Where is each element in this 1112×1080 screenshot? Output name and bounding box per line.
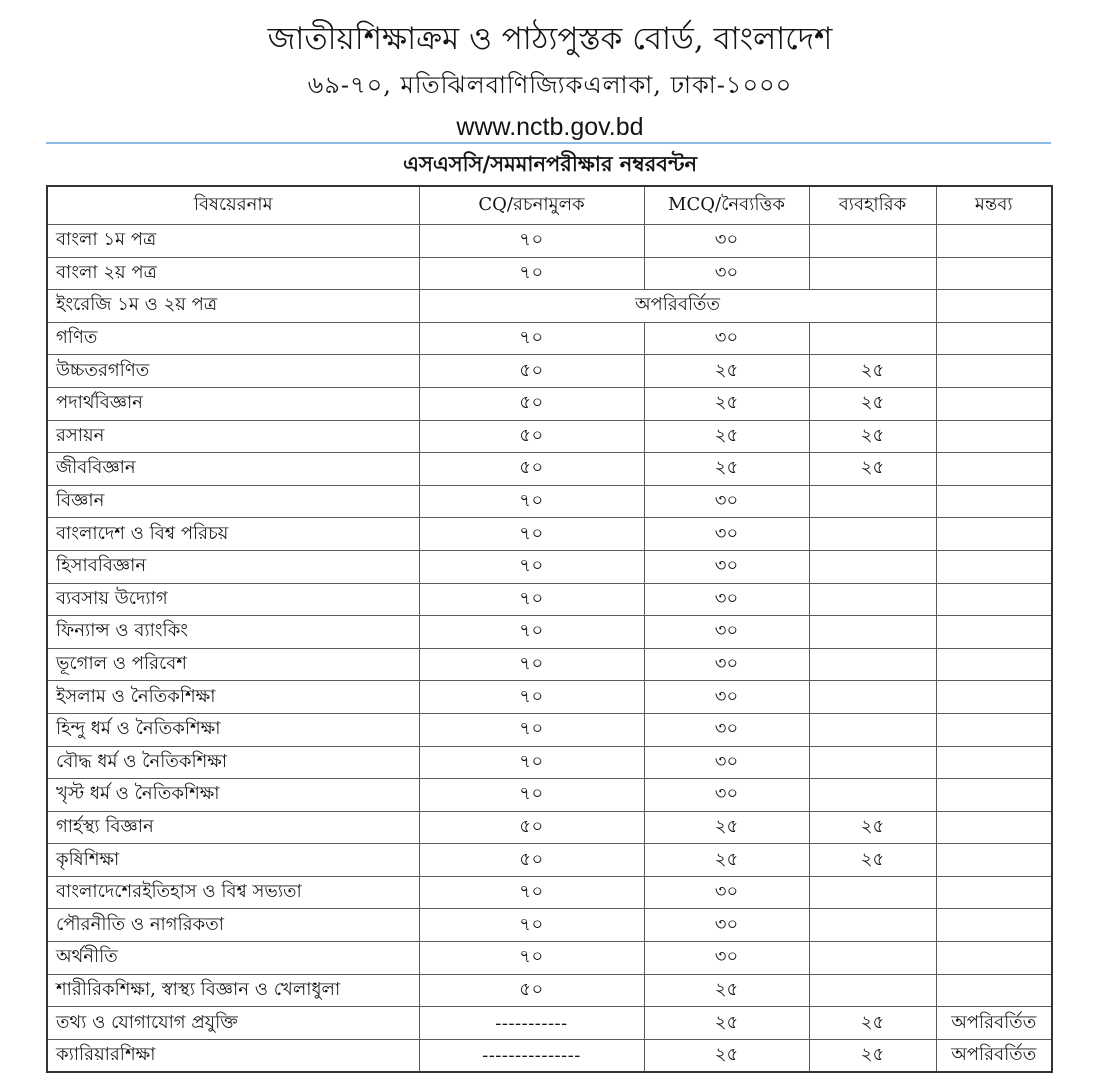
subject-cell: বাংলা ১ম পত্র bbox=[47, 225, 419, 258]
remarks-cell bbox=[936, 225, 1052, 258]
table-row bbox=[47, 485, 1052, 518]
table-row bbox=[47, 713, 1052, 746]
remarks-cell bbox=[936, 942, 1052, 975]
document-title: এসএসসি/সমমানপরীক্ষার নম্বরবন্টন bbox=[402, 151, 698, 176]
mcq-cell: ২৫ bbox=[644, 974, 809, 1007]
cq-cell: ৭০ bbox=[419, 257, 644, 290]
table-row bbox=[47, 811, 1052, 844]
remarks-cell bbox=[936, 583, 1052, 616]
table-row bbox=[47, 453, 1052, 486]
header-divider bbox=[46, 142, 1051, 144]
table-row bbox=[47, 583, 1052, 616]
subject-cell: খৃস্ট ধর্ম ও নৈতিকশিক্ষা bbox=[47, 779, 419, 812]
table-row bbox=[47, 518, 1052, 551]
remarks-cell bbox=[936, 322, 1052, 355]
practical-cell bbox=[809, 942, 936, 975]
subject-cell: উচ্চতরগণিত bbox=[47, 355, 419, 388]
table-row bbox=[47, 387, 1052, 420]
mcq-cell: ৩০ bbox=[644, 648, 809, 681]
subject-cell: বাংলাদেশেরইতিহাস ও বিশ্ব সভ্যতা bbox=[47, 876, 419, 909]
organization-name: জাতীয়শিক্ষাক্রম ও পাঠ্যপুস্তক বোর্ড, বাংলাদেশ bbox=[267, 21, 833, 57]
practical-cell bbox=[809, 779, 936, 812]
mcq-cell: ৩০ bbox=[644, 746, 809, 779]
table-row bbox=[47, 876, 1052, 909]
mcq-cell: ২৫ bbox=[644, 453, 809, 486]
subject-cell: কৃষিশিক্ষা bbox=[47, 844, 419, 877]
cq-cell: ৭০ bbox=[419, 909, 644, 942]
practical-cell bbox=[809, 583, 936, 616]
cq-cell: ৭০ bbox=[419, 942, 644, 975]
subject-cell: ফিন্যান্স ও ব্যাংকিং bbox=[47, 616, 419, 649]
column-header-mcq: MCQ/নৈব্যত্তিক bbox=[644, 186, 809, 225]
remarks-cell bbox=[936, 420, 1052, 453]
remarks-cell bbox=[936, 876, 1052, 909]
remarks-cell bbox=[936, 355, 1052, 388]
table-row bbox=[47, 550, 1052, 583]
cq-cell: ৭০ bbox=[419, 485, 644, 518]
cq-cell: ৭০ bbox=[419, 583, 644, 616]
practical-cell bbox=[809, 909, 936, 942]
cq-cell: ৫০ bbox=[419, 811, 644, 844]
cq-cell: ৫০ bbox=[419, 974, 644, 1007]
subject-cell: ব্যবসায় উদ্যোগ bbox=[47, 583, 419, 616]
table-row bbox=[47, 779, 1052, 812]
remarks-cell bbox=[936, 518, 1052, 551]
mcq-cell: ২৫ bbox=[644, 1039, 809, 1072]
cq-cell: ৭০ bbox=[419, 616, 644, 649]
practical-cell bbox=[809, 485, 936, 518]
cq-cell: ৭০ bbox=[419, 322, 644, 355]
marks-table-body bbox=[47, 225, 1052, 1073]
cq-cell: ৭০ bbox=[419, 681, 644, 714]
table-row bbox=[47, 681, 1052, 714]
merged-cell: অপরিবর্তিত bbox=[419, 290, 936, 323]
mcq-cell: ২৫ bbox=[644, 355, 809, 388]
practical-cell: ২৫ bbox=[809, 453, 936, 486]
mcq-cell: ২৫ bbox=[644, 420, 809, 453]
cq-cell: ৭০ bbox=[419, 518, 644, 551]
remarks-cell bbox=[936, 616, 1052, 649]
subject-cell: ক্যারিয়ারশিক্ষা bbox=[47, 1039, 419, 1072]
cq-cell: ৭০ bbox=[419, 779, 644, 812]
practical-cell bbox=[809, 681, 936, 714]
mcq-cell: ২৫ bbox=[644, 811, 809, 844]
mcq-cell: ৩০ bbox=[644, 583, 809, 616]
mcq-cell: ৩০ bbox=[644, 257, 809, 290]
cq-cell: ৭০ bbox=[419, 746, 644, 779]
practical-cell: ২৫ bbox=[809, 1007, 936, 1040]
remarks-cell bbox=[936, 453, 1052, 486]
mcq-cell: ৩০ bbox=[644, 942, 809, 975]
table-row bbox=[47, 648, 1052, 681]
subject-cell: গণিত bbox=[47, 322, 419, 355]
table-row bbox=[47, 355, 1052, 388]
subject-cell: ইংরেজি ১ম ও ২য় পত্র bbox=[47, 290, 419, 323]
subject-cell: পদার্থবিজ্ঞান bbox=[47, 387, 419, 420]
table-row bbox=[47, 322, 1052, 355]
website-url: www.nctb.gov.bd bbox=[456, 113, 644, 141]
practical-cell: ২৫ bbox=[809, 1039, 936, 1072]
remarks-cell bbox=[936, 779, 1052, 812]
cq-cell: ৫০ bbox=[419, 387, 644, 420]
remarks-cell: অপরিবর্তিত bbox=[936, 1039, 1052, 1072]
cq-cell: ৫০ bbox=[419, 453, 644, 486]
cq-cell: ৭০ bbox=[419, 648, 644, 681]
practical-cell bbox=[809, 257, 936, 290]
practical-cell bbox=[809, 876, 936, 909]
table-row bbox=[47, 1039, 1052, 1072]
remarks-cell: অপরিবর্তিত bbox=[936, 1007, 1052, 1040]
remarks-cell bbox=[936, 746, 1052, 779]
table-row bbox=[47, 1007, 1052, 1040]
column-header-remarks: মন্তব্য bbox=[936, 186, 1052, 225]
cq-cell: ৭০ bbox=[419, 876, 644, 909]
remarks-cell bbox=[936, 811, 1052, 844]
practical-cell bbox=[809, 518, 936, 551]
cq-cell: ৭০ bbox=[419, 225, 644, 258]
subject-cell: রসায়ন bbox=[47, 420, 419, 453]
mcq-cell: ৩০ bbox=[644, 779, 809, 812]
subject-cell: বাংলা ২য় পত্র bbox=[47, 257, 419, 290]
mcq-cell: ৩০ bbox=[644, 681, 809, 714]
practical-cell bbox=[809, 225, 936, 258]
subject-cell: জীববিজ্ঞান bbox=[47, 453, 419, 486]
remarks-cell bbox=[936, 485, 1052, 518]
mcq-cell: ২৫ bbox=[644, 387, 809, 420]
practical-cell: ২৫ bbox=[809, 355, 936, 388]
cq-cell: ৫০ bbox=[419, 844, 644, 877]
remarks-cell bbox=[936, 713, 1052, 746]
column-header-cq: CQ/রচনামুলক bbox=[419, 186, 644, 225]
mcq-cell: ৩০ bbox=[644, 322, 809, 355]
remarks-cell bbox=[936, 974, 1052, 1007]
practical-cell bbox=[809, 648, 936, 681]
remarks-cell bbox=[936, 387, 1052, 420]
column-header-subject: বিষয়েরনাম bbox=[47, 186, 419, 225]
subject-cell: অর্থনীতি bbox=[47, 942, 419, 975]
subject-cell: বৌদ্ধ ধর্ম ও নৈতিকশিক্ষা bbox=[47, 746, 419, 779]
mcq-cell: ৩০ bbox=[644, 713, 809, 746]
practical-cell bbox=[809, 713, 936, 746]
mcq-cell: ৩০ bbox=[644, 550, 809, 583]
subject-cell: পৌরনীতি ও নাগরিকতা bbox=[47, 909, 419, 942]
mcq-cell: ৩০ bbox=[644, 485, 809, 518]
table-row bbox=[47, 420, 1052, 453]
table-row bbox=[47, 616, 1052, 649]
table-row bbox=[47, 257, 1052, 290]
mcq-cell: ৩০ bbox=[644, 225, 809, 258]
cq-cell: ৫০ bbox=[419, 355, 644, 388]
remarks-cell bbox=[936, 681, 1052, 714]
table-row bbox=[47, 974, 1052, 1007]
table-row bbox=[47, 909, 1052, 942]
subject-cell: বিজ্ঞান bbox=[47, 485, 419, 518]
cq-cell: ৭০ bbox=[419, 713, 644, 746]
table-row bbox=[47, 290, 1052, 323]
subject-cell: গার্হস্থ্য বিজ্ঞান bbox=[47, 811, 419, 844]
organization-address: ৬৯-৭০, মতিঝিলবাণিজ্যিকএলাকা, ঢাকা-১০০০ bbox=[307, 71, 793, 99]
practical-cell bbox=[809, 746, 936, 779]
cq-cell: ৭০ bbox=[419, 550, 644, 583]
table-header-row bbox=[47, 186, 1052, 225]
table-row bbox=[47, 942, 1052, 975]
column-header-practical: ব্যবহারিক bbox=[809, 186, 936, 225]
mcq-cell: ৩০ bbox=[644, 876, 809, 909]
subject-cell: বাংলাদেশ ও বিশ্ব পরিচয় bbox=[47, 518, 419, 551]
marks-distribution-table bbox=[46, 185, 1053, 1073]
subject-cell: তথ্য ও যোগাযোগ প্রযুক্তি bbox=[47, 1007, 419, 1040]
subject-cell: ইসলাম ও নৈতিকশিক্ষা bbox=[47, 681, 419, 714]
subject-cell: শারীরিকশিক্ষা, স্বাস্থ্য বিজ্ঞান ও খেলাধুলা bbox=[47, 974, 419, 1007]
practical-cell: ২৫ bbox=[809, 844, 936, 877]
remarks-cell bbox=[936, 648, 1052, 681]
cq-cell: ৫০ bbox=[419, 420, 644, 453]
practical-cell bbox=[809, 616, 936, 649]
table-row bbox=[47, 225, 1052, 258]
mcq-cell: ৩০ bbox=[644, 518, 809, 551]
table-row bbox=[47, 746, 1052, 779]
remarks-cell bbox=[936, 909, 1052, 942]
practical-cell: ২৫ bbox=[809, 387, 936, 420]
cq-cell: ----------- bbox=[419, 1007, 644, 1040]
mcq-cell: ২৫ bbox=[644, 1007, 809, 1040]
remarks-cell bbox=[936, 844, 1052, 877]
mcq-cell: ৩০ bbox=[644, 909, 809, 942]
subject-cell: ভূগোল ও পরিবেশ bbox=[47, 648, 419, 681]
remarks-cell bbox=[936, 257, 1052, 290]
subject-cell: হিসাববিজ্ঞান bbox=[47, 550, 419, 583]
remarks-cell bbox=[936, 550, 1052, 583]
mcq-cell: ৩০ bbox=[644, 616, 809, 649]
table-row bbox=[47, 844, 1052, 877]
practical-cell: ২৫ bbox=[809, 420, 936, 453]
cq-cell: --------------- bbox=[419, 1039, 644, 1072]
practical-cell bbox=[809, 550, 936, 583]
mcq-cell: ২৫ bbox=[644, 844, 809, 877]
remarks-cell bbox=[936, 290, 1052, 323]
subject-cell: হিন্দু ধর্ম ও নৈতিকশিক্ষা bbox=[47, 713, 419, 746]
practical-cell: ২৫ bbox=[809, 811, 936, 844]
practical-cell bbox=[809, 322, 936, 355]
practical-cell bbox=[809, 974, 936, 1007]
